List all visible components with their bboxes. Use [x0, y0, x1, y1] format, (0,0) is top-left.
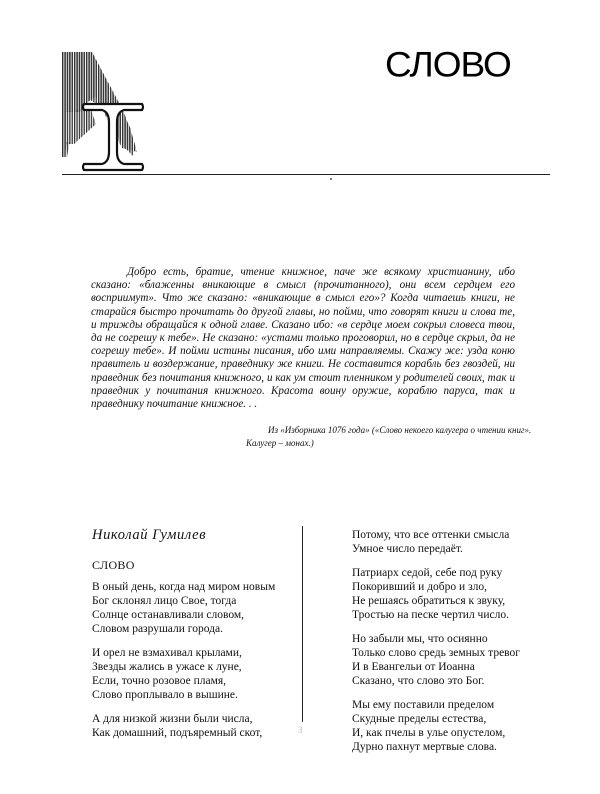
- stanza: [92, 712, 302, 740]
- poem-column-right: [352, 528, 562, 764]
- poem-line: И в Евангельи от Иоанна: [352, 661, 475, 673]
- poem-line: Если, точно розовое пламя,: [92, 675, 227, 687]
- stanza: [352, 528, 562, 556]
- poem-line: Потому, что все оттенки смысла: [352, 529, 510, 541]
- poem-line: Но забыли мы, что осиянно: [352, 633, 488, 645]
- stanza: [352, 632, 562, 688]
- poem-line: Умное число передаёт.: [352, 543, 463, 555]
- poem-line: Как домашний, подъяремный скот,: [92, 727, 263, 739]
- poem-line: И орел не взмахивал крылами,: [92, 647, 242, 659]
- page-title: СЛОВО: [385, 45, 511, 84]
- epigraph-text: [91, 266, 515, 411]
- poem-column-left: [92, 580, 302, 750]
- poem-line: В оный день, когда над миром новым: [92, 581, 276, 593]
- poem-line: Патриарх седой, себе под руку: [352, 567, 503, 579]
- poem-line: Мы ему поставили пределом: [352, 699, 495, 711]
- epigraph-source-text: Из «Изборника 1076 года» («Слово некоего калугера о чтении книг». Калугер – монах.): [246, 425, 532, 448]
- poem-line: А для низкой жизни были числа,: [92, 713, 253, 725]
- stanza: [352, 698, 562, 754]
- poem-line: Тростью на песке чертил число.: [352, 609, 509, 621]
- poem-line: Скудные пределы естества,: [352, 713, 487, 725]
- poem-line: Только слово средь земных тревог: [352, 647, 520, 659]
- stanza: [92, 580, 302, 636]
- poem-title: СЛОВО: [92, 558, 135, 572]
- poem-line: Солнце останавливали словом,: [92, 609, 245, 621]
- poem-line: И, как пчелы в улье опустелом,: [352, 727, 506, 739]
- poem-line: Словом разрушали города.: [92, 623, 223, 635]
- poem-author: Николай Гумилев: [92, 527, 207, 543]
- column-divider: [302, 526, 303, 722]
- poem-line: Звезды жались в ужасе к луне,: [92, 661, 242, 673]
- print-speck: [330, 178, 332, 180]
- logo-initial-icon: [62, 52, 162, 177]
- stanza: [352, 566, 562, 622]
- header-rule: [62, 174, 550, 175]
- page-number: 3: [298, 725, 303, 735]
- poem-line: Сказано, что слово это Бог.: [352, 675, 485, 687]
- epigraph-source: [246, 424, 536, 450]
- poem-line: Покоривший и добро и зло,: [352, 581, 487, 593]
- poem-line: Не решаясь обратиться к звуку,: [352, 595, 506, 607]
- stanza: [92, 646, 302, 702]
- poem-line: Дурно пахнут мертвые слова.: [352, 741, 497, 753]
- epigraph-paragraph: Добро есть, братие, чтение книжное, паче же всякому христианину, ибо сказано: «блаженны вникающие в смысл (прочитанного), они всем сердцем его восприимут». Что же сказано: «вникающие в смысл его»? Когда читаешь книги, не старайся быстро прочитать до другой главы, но пойми, что говорят книги и слова те, и трижды обращайся к одной главе. Сказано ибо: «в сердце моем сокрыл словеса твои, да не согрешу к тебе». Не сказано: «устами только проговорил, но в сердце скрыл, да не согрешу тебе». И пойми истины писания, ибо ими направляемы. Скажу же: узда коню правитель и воздержание, праведнику же книги. Не составится корабль без гвоздей, ни праведник без почитания книжного, и как ум стоит пленником у родителей своих, так и праведник у почитания книжного. Красота воину оружие, кораблю паруса, так и праведнику почитание книжное. . .: [91, 266, 515, 411]
- poem-line: Бог склонял лицо Свое, тогда: [92, 595, 237, 607]
- poem-line: Слово проплывало в вышине.: [92, 689, 238, 701]
